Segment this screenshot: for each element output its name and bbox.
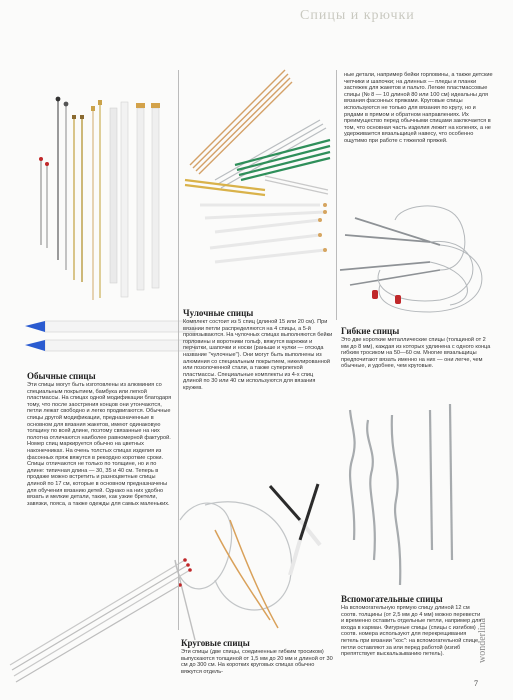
watermark-text: wonderlina	[477, 618, 488, 663]
regular-text: Эти спицы могут быть изготовлены из алюминия со специальным покрытием, бамбука или легкой пластмассы. На спицах одной модификации благодаря тому, что после заострения концов они утончаются, петли лежат свободно и легко продвигаются. Обычные спицы другой модификации, предназначенные в основном для вязания жакетов, имеют одинаковую толщину по всей длине, поэтому связанные на них полотна отличаются наиболее равномерной фактурой. Номер спиц маркируется обычно на цветных наконечниках. На очень толстых спицах изделия из фасонных пряж вяжутся в рекордно короткие сроки. Спицы отличаются не только по толщине, но и по длине: типичная длина — 30, 35 и 40 см. Теперь в продаже можно встретить и разноцветные спицы длиной по 17 см, которые в основном предназначены для обучения вязанию детей. Однако на них удобно вязать и мелкие детали, такие, как узкие бретели, завязки, пояса, а также одежды для самых маленьких.	[27, 382, 172, 507]
intro-continued-block	[344, 72, 496, 145]
regular-needles-illustration	[39, 97, 160, 300]
circular-section	[181, 638, 333, 675]
circular-heading: Круговые спицы	[181, 638, 250, 648]
flexible-section	[341, 326, 493, 370]
column-rule-left	[178, 70, 179, 630]
regular-section	[27, 371, 175, 507]
stocking-text: Комплект состоит из 5 спиц (длиной 15 или 20 см). При вязании петли распределяются на 4 спицы, а 5-й провязываются. На чулочных спицах выполняются бейки горловины и воротники гольф, вяжутся варежки и перчатки, шапочки и носки (раньше и чулки — отсюда название "чулочные"). Они могут быть выполнены из алюминия со специальным покрытием, никелированной или позолоченной стали, а также суперлегкой пластмассы. Специальные комплекты из 4-х спиц длиной по 30 или 40 см используются для вязания кружев.	[183, 319, 333, 391]
regular-heading: Обычные спицы	[27, 371, 96, 381]
header-title: Спицы и крючки	[300, 8, 415, 23]
thick-needles-illustration	[25, 321, 195, 351]
auxiliary-heading: Вспомогательные спицы	[341, 594, 443, 604]
circular-needles-illustration	[175, 484, 320, 640]
circular-text: Эти спицы (две спицы, соединенные гибким тросиком) выпускаются толщиной от 1,5 мм до 20 мм и длиной от 30 см до 300 см. На коротких круговых спицах обычно вяжутся отдель-	[181, 649, 333, 675]
column-rule-right	[336, 70, 337, 320]
stocking-needles-illustration	[185, 70, 330, 262]
watermark	[477, 605, 502, 685]
intro-continued-text: ные детали, например бейки горловины, а также детские чепчики и шапочки; на длинных — пледы и планки застежек для жакетов и пальто. Легкие пластмассовые спицы (№ 8 — 10 длиной 80 или 100 см) идеальны для вязания фасонных пряжами. Круговые спицы используются не только для вязания по кругу, но и рядами в прямом и обратном направлениях. Их преимущество перед обычными спицами заключается в том, что основная часть изделия лежит на коленях, а не удерживается вязальщицей навесу, что особенно ощутимо при работе с тяжелой пряжей.	[344, 72, 493, 144]
page-number: 7	[474, 679, 478, 688]
auxiliary-text: На вспомогательную прямую спицу длиной 12 см соотв. толщины (от 2,5 мм до 4 мм) можно перевести и временно оставить отдельные петли, например для входа в карман. Фигурные спицы (спицы с изгибом) соотв. номера используют для перекрещивания петель при вязании "кос": на вспомогательной спице петли оставляют за или перед работой (изгиб препятствует выскальзыванию петель).	[341, 605, 482, 658]
flexible-text: Это две короткие металлические спицы (толщиной от 2 мм до 8 мм), каждая из которых удлинена с одного конца гибким тросиком на 50—60 см. Многие вязальщицы предпочитают вязать именно на них — они легче, чем обычные, и удобнее, чем круговые.	[341, 337, 491, 370]
auxiliary-section	[341, 594, 484, 658]
stocking-section	[183, 308, 333, 392]
flexible-needles-illustration	[340, 206, 482, 312]
long-needles-illustration	[10, 558, 192, 682]
stocking-heading: Чулочные спицы	[183, 308, 254, 318]
flexible-heading: Гибкие спицы	[341, 326, 400, 336]
auxiliary-needles-illustration	[350, 404, 452, 585]
